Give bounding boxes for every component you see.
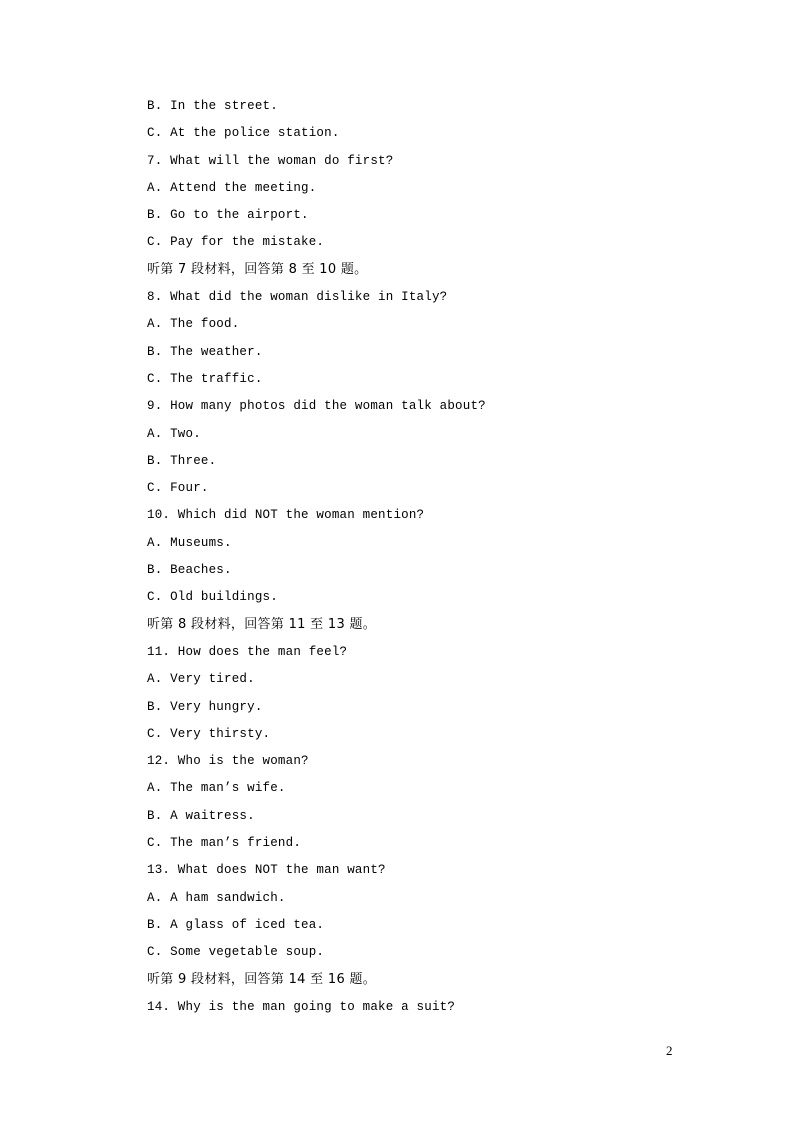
answer-option: C. At the police station. (147, 126, 340, 141)
answer-option: A. Museums. (147, 535, 232, 550)
question-text: 7. What will the woman do first? (147, 153, 394, 168)
answer-option: C. Old buildings. (147, 590, 278, 605)
answer-option: A. A ham sandwich. (147, 890, 286, 905)
answer-option: B. In the street. (147, 99, 278, 113)
question-text: 8. What did the woman dislike in Italy? (147, 290, 448, 305)
question-text: 14. Why is the man going to make a suit? (147, 999, 456, 1014)
answer-option: A. Two. (147, 426, 201, 441)
section-heading: 听第 9 段材料，回答第 14 至 16 题。 (147, 971, 377, 987)
question-text: 9. How many photos did the woman talk about? (147, 399, 486, 414)
answer-option: A. Attend the meeting. (147, 180, 317, 195)
answer-option: B. A glass of iced tea. (147, 917, 325, 932)
answer-option: C. The man’s friend. (147, 836, 302, 851)
answer-option: C. Pay for the mistake. (147, 235, 325, 250)
answer-option: C. Very thirsty. (147, 726, 271, 741)
question-text: 13. What does NOT the man want? (147, 863, 386, 878)
answer-option: A. The food. (147, 317, 240, 332)
answer-option: A. Very tired. (147, 672, 255, 687)
listening-questions (147, 96, 707, 1024)
answer-option: C. The traffic. (147, 371, 263, 386)
answer-option: B. A waitress. (147, 808, 255, 823)
question-text: 10. Which did NOT the woman mention? (147, 508, 425, 523)
question-text: 12. Who is the woman? (147, 754, 309, 769)
section-heading: 听第 8 段材料，回答第 11 至 13 题。 (147, 616, 377, 632)
answer-option: B. Beaches. (147, 563, 232, 578)
answer-option: A. The man’s wife. (147, 781, 286, 796)
section-heading: 听第 7 段材料，回答第 8 至 10 题。 (147, 261, 368, 277)
answer-option: B. Three. (147, 453, 217, 468)
answer-option: B. Go to the airport. (147, 208, 309, 223)
question-text: 11. How does the man feel? (147, 644, 348, 659)
answer-option: B. The weather. (147, 344, 263, 359)
answer-option: C. Four. (147, 481, 209, 496)
answer-option: C. Some vegetable soup. (147, 945, 325, 960)
answer-option: B. Very hungry. (147, 699, 263, 714)
page-number: 2 (666, 1043, 673, 1058)
